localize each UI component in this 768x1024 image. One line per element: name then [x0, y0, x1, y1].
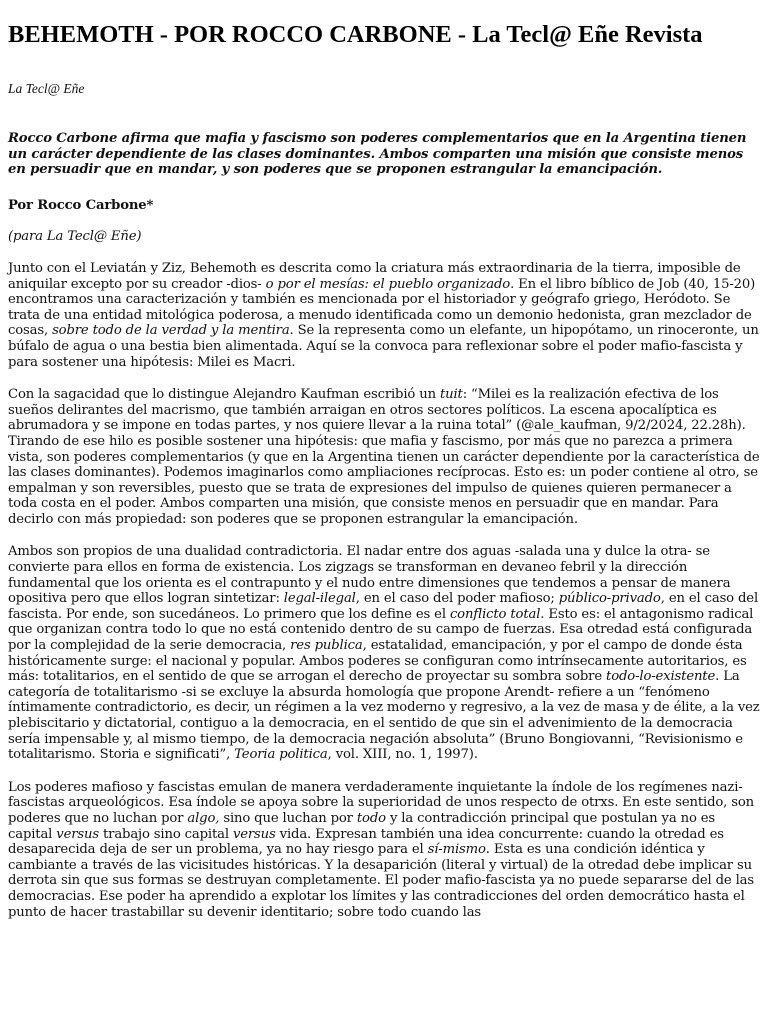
emphasis: sí-mismo: [427, 842, 486, 858]
text-run: Con la sagacidad que lo distingue Alejandro Kaufman escribió un: [8, 387, 440, 403]
text-run: Ambos son propios de una dualidad contradictoria. El nadar entre dos aguas -salada una y dulce la otra- se convierte para ellos en forma de existencia. Los zigzags se transforman en devaneo febril y la dirección fundamental que los orienta es el contrapunto y el nudo entre dimensiones que tendemos a pensar de manera opositiva pero que ellos logran sintetizar:: [8, 544, 731, 607]
text-run: , en el caso del fascista. Por ende, son sucedáneos. Lo primero que los define es el: [8, 591, 759, 622]
text-run: . En el libro bíblico de Job (40, 15-20) encontramos una caracterización y también es mencionada por el historiador y geógrafo griego, Heródoto. Se trata de una entidad mitológica poderosa, a menudo identificada como un demonio hedonista, gran mezclador de cosas,: [8, 276, 756, 339]
text-run: trabajo sino capital: [98, 826, 233, 842]
text-run: Los poderes mafioso y fascistas emulan de manera verdaderamente inquietante la índole de los regímenes nazi-fascistas arqueológicos. Esa índole se apoya sobre la superioridad de unos respecto de otrxs. En este sentido, son poderes que no luchan por: [8, 779, 755, 826]
text-run: . Se la representa como un elefante, un hipopótamo, un rinoceronte, un búfalo de agua o una bestia bien alimentada. Aquí se la convoca para reflexionar sobre el poder mafio-fascista y para sostener una hipótesis: Milei es Macri.: [8, 323, 759, 370]
text-run: , vol. XIII, no. 1, 1997).: [327, 747, 478, 763]
emphasis: conflicto total: [449, 606, 541, 622]
emphasis: todo-lo-existente: [606, 669, 716, 685]
text-run: : “Milei es la realización efectiva de los sueños delirantes del macrismo, que también arraigan en otros sectores políticos. La escena apocalíptica es abrumadora y se impone en todas partes, y nos quiere llevar a la ruina total” (@ale_kaufman, 9/2/2024, 22.28h). Tirando de ese hilo es posible sostener una hipótesis: que mafia y fascismo, por más que no parezca a primera vista, son poderes complementarios (y que en la Argentina tienen un carácter dependiente por la característica de las clases dominantes). Podemos imaginarlos como ampliaciones recíprocas. Esto es: un poder contiene al otro, se empalman y son reversibles, puesto que se trata de expresiones del impulso de quienes quieren permanecer a toda costa en el poder. Ambos comparten una misión, que consiste menos en persuadir que en mandar. Para decirlo con más propiedad: son poderes que se proponen estrangular la emancipación.: [8, 387, 760, 527]
text-run: . Esta es una condición idéntica y cambiante a través de las vicisitudes históricas. Y la desaparición (literal y virtual) de la otredad debe implicar su derrota sin que sus formas se destruyan completamente. El poder mafio-fascista ya no puede separarse del de las democracias. Ese poder ha aprendido a explotar los límites y las contradicciones del orden democrático hasta el punto de hacer trastabillar su devenir identitario; sobre todo cuando las: [8, 842, 755, 920]
text-run: . La categoría de totalitarismo -si se excluye la absurda homología que propone Arendt- refiere a un “fenómeno íntimamente contradictorio, es decir, un régimen a la vez moderno y regresivo, a la vez de masa y de élite, a la vez plebiscitario y dictatorial, contiguo a la democracia, en el sentido de que sin el advenimiento de la democracia sería impensable y, al mismo tiempo, de la democracia negación absoluta” (Bruno Bongiovanni, “Revisionismo e totalitarismo. Storia e significati”,: [8, 669, 760, 763]
text-run: sino que luchan por: [219, 810, 357, 826]
emphasis: legal-ilegal: [283, 591, 356, 607]
emphasis: algo,: [187, 810, 220, 826]
paragraph-1: [8, 261, 760, 370]
emphasis: versus: [232, 826, 276, 842]
emphasis: res publica: [290, 638, 363, 654]
credit-line: (para La Tecl@ Eñe): [8, 229, 142, 245]
emphasis: Teoria politica: [234, 747, 328, 763]
emphasis: tuit: [439, 387, 463, 403]
paragraph-3: [8, 544, 760, 762]
byline: La Tecl@ Eñe: [8, 81, 85, 96]
emphasis: sobre todo de la verdad y la mentira: [52, 323, 290, 339]
paragraph-2: [8, 387, 760, 527]
text-run: , en el caso del poder mafioso;: [355, 591, 559, 607]
text-run: y la contradicción principal que postulan ya no es capital: [8, 810, 716, 842]
text-run: . Esto es: el antagonismo radical que organizan contra todo lo que no está contenido dentro de su campo de fuerzas. Esa otredad está configurada por la complejidad de la serie democracia,: [8, 606, 754, 654]
lead-paragraph: Rocco Carbone afirma que mafia y fascismo son poderes complementarios que en la Argentina tienen un carácter dependiente de las clases dominantes. Ambos comparten una misión que consiste menos en persuadir que en mandar, y son poderes que se proponen estrangular la emancipación.: [8, 131, 747, 178]
emphasis: o por el mesías: el pueblo organizado: [265, 276, 511, 292]
text-run: vida. Expresan también una idea concurrente: cuando la otredad es desaparecida deja de ser un problema, ya no hay riesgo para el: [8, 826, 724, 858]
text-run: Junto con el Leviatán y Ziz, Behemoth es descrita como la criatura más extraordinaria de la tierra, imposible de aniquilar excepto por su creador -dios-: [8, 260, 741, 292]
emphasis: todo: [356, 810, 386, 826]
emphasis: versus: [56, 826, 99, 842]
author-line: Por Rocco Carbone*: [8, 197, 154, 213]
emphasis: público-privado: [558, 591, 661, 607]
page-title: BEHEMOTH - POR ROCCO CARBONE - La Tecl@ Eñe Revista: [8, 21, 703, 48]
paragraph-4: [8, 780, 760, 920]
text-run: , estatalidad, emancipación, y por el campo de donde ésta históricamente surge: el nacional y popular. Ambos poderes se configuran como intrínsecamente autoritarios, es más: totalitarios, en el sentido de que se arrogan el derecho de proyectar su sombra sobre: [8, 638, 747, 685]
